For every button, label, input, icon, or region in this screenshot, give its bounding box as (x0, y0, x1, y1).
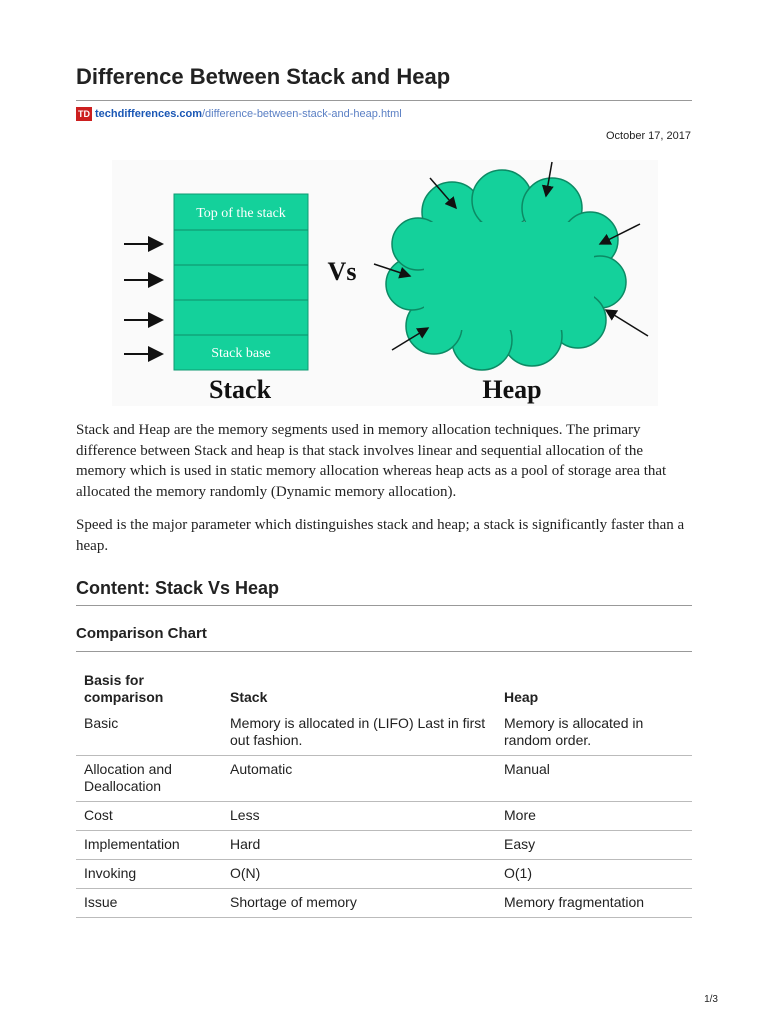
table-cell: Automatic (222, 756, 496, 802)
source-path: /difference-between-stack-and-heap.html (201, 108, 402, 120)
table-row (76, 710, 692, 756)
table-cell: Shortage of memory (222, 889, 496, 918)
content-divider (76, 605, 692, 606)
table-row (76, 860, 692, 889)
heap-caption: Heap (482, 375, 542, 404)
header-basis: Basis for comparison (84, 672, 164, 705)
table-cell: Less (222, 802, 496, 831)
comparison-table (76, 666, 692, 918)
table-cell: Invoking (76, 860, 222, 889)
header-heap: Heap (504, 689, 539, 705)
publish-date: October 17, 2017 (605, 130, 691, 142)
speed-paragraph: Speed is the major parameter which distinguishes stack and heap; a stack is significantly faster than a heap. (76, 517, 685, 554)
page-title: Difference Between Stack and Heap (76, 64, 451, 89)
stack-top-label: Top of the stack (196, 206, 286, 221)
source-domain: techdifferences.com (95, 108, 202, 120)
page-number: 1/3 (704, 994, 718, 1005)
title-divider (76, 100, 692, 101)
table-cell: Memory is allocated in random order. (496, 710, 692, 756)
table-header-row (76, 666, 692, 710)
comparison-chart-heading: Comparison Chart (76, 625, 207, 642)
table-cell: Basic (76, 710, 222, 756)
table-cell: Cost (76, 802, 222, 831)
heap-diagram (374, 162, 648, 404)
table-cell: Issue (76, 889, 222, 918)
table-row (76, 831, 692, 860)
table-cell: Memory is allocated in (LIFO) Last in first out fashion. (222, 710, 496, 756)
table-cell: Manual (496, 756, 692, 802)
stack-vs-heap-figure (112, 160, 658, 406)
chart-divider (76, 651, 692, 652)
intro-paragraph: Stack and Heap are the memory segments used in memory allocation techniques. The primary difference between Stack and heap is that stack involves linear and sequential allocation of the memory which is used in static memory allocation whereas heap acts as a pool of storage area that allocated the memory randomly (Dynamic memory allocation). (76, 422, 667, 500)
stack-base-label: Stack base (211, 346, 271, 361)
table-cell: O(1) (496, 860, 692, 889)
vs-label: Vs (327, 257, 357, 286)
table-row (76, 756, 692, 802)
techdifferences-logo-icon: TD (78, 109, 90, 119)
stack-caption: Stack (208, 375, 272, 404)
header-stack: Stack (230, 689, 268, 705)
table-cell: Memory fragmentation (496, 889, 692, 918)
table-row (76, 889, 692, 918)
source-link[interactable] (95, 108, 402, 120)
content-heading: Content: Stack Vs Heap (76, 578, 280, 598)
table-cell: Allocation and Deallocation (76, 756, 222, 802)
table-row (76, 802, 692, 831)
table-cell: More (496, 802, 692, 831)
table-cell: Implementation (76, 831, 222, 860)
table-cell: Hard (222, 831, 496, 860)
stack-diagram (124, 194, 308, 404)
source-line (76, 107, 402, 121)
heap-arrow-5 (606, 310, 648, 336)
table-cell: Easy (496, 831, 692, 860)
table-cell: O(N) (222, 860, 496, 889)
